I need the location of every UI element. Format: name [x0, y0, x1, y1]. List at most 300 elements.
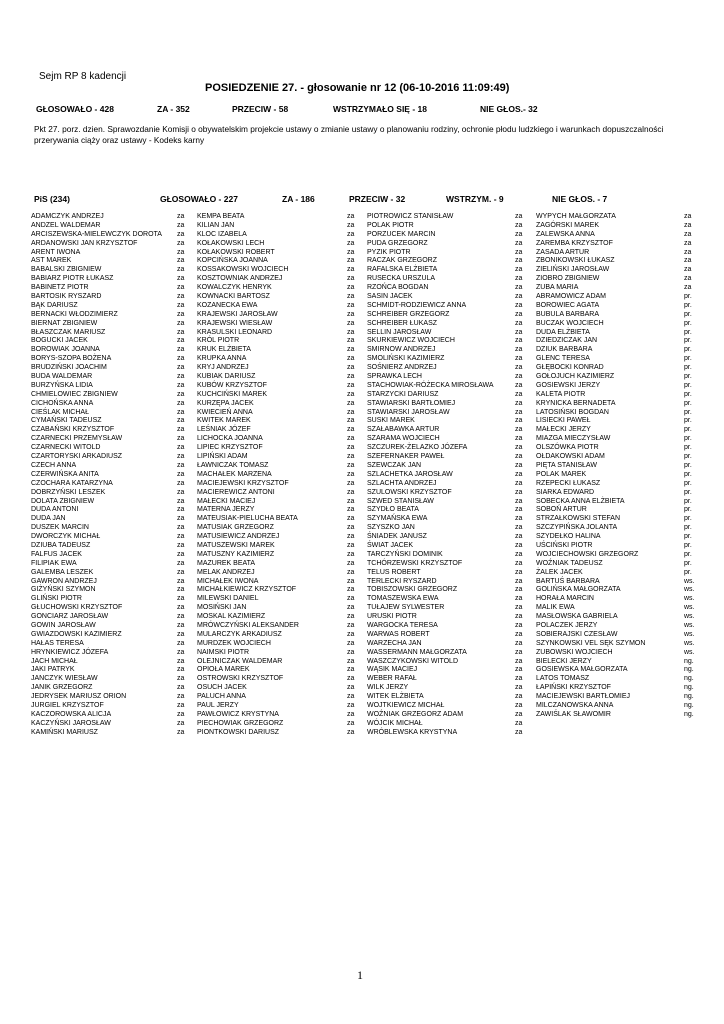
vote-value: za: [347, 444, 355, 452]
deputy-name: RACZAK GRZEGORZ: [367, 257, 438, 265]
vote-value: za: [347, 586, 355, 594]
vote-value: za: [347, 248, 355, 256]
deputy-name: SOŚNIERZ ANDRZEJ: [367, 364, 437, 372]
deputy-name: SZULOWSKI KRZYSZTOF: [367, 488, 452, 496]
vote-value: ws.: [684, 604, 695, 612]
deputy-name: SZYDEŁKO HALINA: [536, 533, 601, 541]
deputy-name: TUŁAJEW SYLWESTER: [367, 604, 445, 612]
vote-value: za: [347, 284, 355, 292]
vote-value: ws.: [684, 586, 695, 594]
vote-value: za: [177, 533, 185, 541]
vote-value: za: [347, 639, 355, 647]
deputy-name: GLIŃSKI PIOTR: [31, 595, 82, 603]
deputy-name: LATOSIŃSKI BOGDAN: [536, 408, 609, 416]
vote-value: za: [515, 568, 523, 576]
vote-value: za: [347, 435, 355, 443]
deputy-name: FALFUS JACEK: [31, 550, 82, 558]
deputy-name: PAWŁOWICZ KRYSTYNA: [197, 710, 279, 718]
vote-value: za: [515, 719, 523, 727]
vote-value: za: [515, 666, 523, 674]
vote-value: za: [347, 319, 355, 327]
vote-value: za: [515, 390, 523, 398]
vote-value: za: [177, 595, 185, 603]
deputy-name: KILIAN JAN: [197, 221, 235, 229]
vote-value: za: [347, 710, 355, 718]
deputy-name: OPIOŁA MAREK: [197, 666, 250, 674]
summary-voted: GŁOSOWAŁO - 428: [36, 104, 114, 114]
deputy-name: KOWNACKI BARTOSZ: [197, 293, 270, 301]
deputy-name: ABRAMOWICZ ADAM: [536, 293, 607, 301]
deputy-name: GOWIN JAROSŁAW: [31, 621, 96, 629]
deputy-name: GONCIARZ JAROSŁAW: [31, 613, 109, 621]
vote-value: za: [177, 346, 185, 354]
deputy-name: MACIEREWICZ ANTONI: [197, 488, 275, 496]
vote-value: za: [684, 230, 692, 238]
vote-value: za: [177, 719, 185, 727]
deputy-name: SCHMIDT-RODZIEWICZ ANNA: [367, 301, 467, 309]
deputy-name: BOROWIEC AGATA: [536, 301, 600, 309]
vote-value: pr.: [684, 328, 692, 336]
deputy-name: WRÓBLEWSKA KRYSTYNA: [367, 728, 458, 736]
vote-value: za: [347, 453, 355, 461]
vote-value: za: [515, 346, 523, 354]
vote-value: za: [515, 559, 523, 567]
vote-value: za: [177, 684, 185, 692]
deputy-name: HRYNKIEWICZ JÓZEFA: [31, 648, 109, 656]
deputy-name: MIAZGA MIECZYSŁAW: [536, 435, 611, 443]
deputy-name: BŁASZCZAK MARIUSZ: [31, 328, 106, 336]
vote-value: za: [347, 524, 355, 532]
vote-value: pr.: [684, 337, 692, 345]
deputy-name: RUSECKA URSZULA: [367, 275, 436, 283]
deputy-name: KRUK ELŻBIETA: [197, 346, 251, 354]
vote-value: pr.: [684, 399, 692, 407]
deputy-name: BERNACKI WŁODZIMIERZ: [31, 310, 118, 318]
vote-value: za: [684, 239, 692, 247]
vote-value: za: [515, 497, 523, 505]
deputy-name: SZCZUREK-ŻELAZKO JÓZEFA: [367, 444, 468, 452]
deputy-name: GOSIEWSKA MAŁGORZATA: [536, 666, 628, 674]
vote-value: za: [515, 595, 523, 603]
deputy-name: URUSKI PIOTR: [367, 613, 417, 621]
deputy-name: MATUSIEWICZ ANDRZEJ: [197, 533, 280, 541]
vote-value: pr.: [684, 541, 692, 549]
vote-value: ws.: [684, 595, 695, 603]
vote-value: pr.: [684, 568, 692, 576]
vote-value: za: [515, 630, 523, 638]
deputy-name: KRAJEWSKI JAROSŁAW: [197, 310, 278, 318]
vote-value: za: [177, 675, 185, 683]
vote-value: ng.: [684, 666, 694, 674]
vote-value: za: [347, 675, 355, 683]
vote-value: za: [515, 613, 523, 621]
vote-value: za: [515, 693, 523, 701]
deputy-name: TARCZYŃSKI DOMINIK: [367, 550, 443, 558]
deputy-name: MICHAŁEK IWONA: [197, 577, 259, 585]
vote-value: za: [347, 648, 355, 656]
deputy-name: SZLACHETKA JAROSŁAW: [367, 470, 453, 478]
vote-value: za: [177, 568, 185, 576]
deputy-name: GOLIŃSKA MAŁGORZATA: [536, 586, 621, 594]
vote-value: za: [515, 355, 523, 363]
deputy-name: KUBÓW KRZYSZTOF: [197, 381, 267, 389]
vote-value: za: [177, 524, 185, 532]
vote-value: pr.: [684, 381, 692, 389]
vote-value: za: [515, 657, 523, 665]
deputy-name: DWORCZYK MICHAŁ: [31, 533, 101, 541]
deputy-name: SKURKIEWICZ WOJCIECH: [367, 337, 455, 345]
vote-value: pr.: [684, 435, 692, 443]
deputy-name: JACH MICHAŁ: [31, 657, 78, 665]
vote-value: za: [177, 319, 185, 327]
vote-value: za: [515, 728, 523, 736]
deputy-name: ARDANOWSKI JAN KRZYSZTOF: [31, 239, 138, 247]
vote-value: za: [177, 666, 185, 674]
deputy-name: PIOTROWICZ STANISŁAW: [367, 213, 454, 220]
deputy-name: KALETA PIOTR: [536, 390, 586, 398]
deputy-name: MELAK ANDRZEJ: [197, 568, 255, 576]
deputy-name: TOBISZOWSKI GRZEGORZ: [367, 586, 458, 594]
deputy-name: KRÓL PIOTR: [197, 337, 240, 345]
deputy-name: MOSKAL KAZIMIERZ: [197, 613, 266, 621]
vote-value: pr.: [684, 479, 692, 487]
deputy-name: CZARNECKI PRZEMYSŁAW: [31, 435, 123, 443]
vote-value: za: [177, 613, 185, 621]
vote-value: za: [515, 541, 523, 549]
deputy-name: MACHAŁEK MARZENA: [197, 470, 272, 478]
deputy-name: WARZECHA JAN: [367, 639, 422, 647]
page-title: POSIEDZENIE 27. - głosowanie nr 12 (06-10-2016 11:09:49): [205, 82, 510, 94]
vote-value: za: [347, 373, 355, 381]
vote-value: ws.: [684, 648, 695, 656]
deputy-name: LISIECKI PAWEŁ: [536, 417, 591, 425]
deputy-name: CZERWIŃSKA ANITA: [31, 470, 99, 478]
deputy-name: DUDA JAN: [31, 515, 66, 523]
vote-value: za: [515, 284, 523, 292]
deputy-name: PYZIK PIOTR: [367, 248, 411, 256]
deputy-name: RZOŃCA BOGDAN: [367, 284, 429, 292]
vote-value: za: [515, 266, 523, 274]
vote-value: za: [177, 230, 185, 238]
vote-value: ng.: [684, 693, 694, 701]
deputy-name: CICHOŃSKA ANNA: [31, 399, 94, 407]
deputy-name: LIPIŃSKI ADAM: [197, 453, 248, 461]
vote-value: ng.: [684, 675, 694, 683]
deputy-name: TOMASZEWSKA EWA: [367, 595, 439, 603]
deputy-name: GALEMBA LESZEK: [31, 568, 94, 576]
deputy-name: KUBIAK DARIUSZ: [197, 373, 256, 381]
vote-value: za: [515, 213, 523, 220]
deputy-name: WASZCZYKOWSKI WITOLD: [367, 657, 459, 665]
vote-value: ng.: [684, 657, 694, 665]
deputy-name: PORZUCEK MARCIN: [367, 230, 436, 238]
deputy-name: MULARCZYK ARKADIUSZ: [197, 630, 282, 638]
deputy-name: MURDZEK WOJCIECH: [197, 639, 271, 647]
deputy-name: ZBONIKOWSKI ŁUKASZ: [536, 257, 615, 265]
vote-value: pr.: [684, 301, 692, 309]
vote-value: pr.: [684, 364, 692, 372]
deputy-name: MILCZANOWSKA ANNA: [536, 701, 614, 709]
deputy-name: BABIARZ PIOTR ŁUKASZ: [31, 275, 114, 283]
deputy-name: PUDA GRZEGORZ: [367, 239, 428, 247]
vote-value: za: [347, 630, 355, 638]
deputy-name: KRASULSKI LEONARD: [197, 328, 273, 336]
vote-value: za: [347, 310, 355, 318]
deputy-name: GŁĘBOCKI KONRAD: [536, 364, 604, 372]
vote-value: za: [684, 266, 692, 274]
deputy-name: WARWAS ROBERT: [367, 630, 430, 638]
deputy-name: BUDA WALDEMAR: [31, 373, 93, 381]
deputy-name: SCHREIBER GRZEGORZ: [367, 310, 450, 318]
vote-value: za: [515, 417, 523, 425]
vote-value: za: [347, 657, 355, 665]
vote-value: za: [347, 470, 355, 478]
vote-value: za: [177, 364, 185, 372]
vote-value: za: [515, 533, 523, 541]
deputy-name: MATERNA JERZY: [197, 506, 255, 514]
deputy-name: WOJTKIEWICZ MICHAŁ: [367, 701, 445, 709]
vote-value: za: [177, 657, 185, 665]
deputy-name: ZAGÓRSKI MAREK: [536, 221, 600, 229]
club-za: ZA - 186: [282, 194, 315, 204]
vote-value: za: [515, 470, 523, 478]
vote-value: za: [347, 693, 355, 701]
deputy-name: TELUS ROBERT: [367, 568, 421, 576]
vote-value: ws.: [684, 577, 695, 585]
vote-value: pr.: [684, 373, 692, 381]
vote-value: pr.: [684, 515, 692, 523]
deputy-name: CZABAŃSKI KRZYSZTOF: [31, 426, 115, 434]
vote-value: za: [515, 435, 523, 443]
deputy-name: CYMAŃSKI TADEUSZ: [31, 417, 102, 425]
vote-value: za: [347, 426, 355, 434]
deputy-name: GLENC TERESA: [536, 355, 590, 363]
vote-value: za: [347, 293, 355, 301]
vote-value: za: [515, 506, 523, 514]
summary-nie-glos: NIE GŁOS.- 32: [480, 104, 538, 114]
vote-value: za: [515, 453, 523, 461]
deputy-name: KUCHCIŃSKI MAREK: [197, 390, 268, 398]
deputy-name: WÓJCIK MICHAŁ: [367, 719, 423, 727]
deputy-name: KOPCIŃSKA JOANNA: [197, 257, 268, 265]
deputy-name: BIERNAT ZBIGNIEW: [31, 319, 98, 327]
deputy-name: SZYSZKO JAN: [367, 524, 415, 532]
vote-value: za: [347, 266, 355, 274]
deputy-name: KRAJEWSKI WIESŁAW: [197, 319, 273, 327]
vote-value: ws.: [684, 639, 695, 647]
deputy-name: BUCZAK WOJCIECH: [536, 319, 604, 327]
vote-value: za: [177, 390, 185, 398]
deputy-name: SZAŁABAWKA ARTUR: [367, 426, 440, 434]
deputy-name: TCHÓRZEWSKI KRZYSZTOF: [367, 559, 463, 567]
vote-value: za: [515, 257, 523, 265]
deputy-name: KRYNICKA BERNADETA: [536, 399, 616, 407]
deputy-name: KACZYŃSKI JAROSŁAW: [31, 719, 111, 727]
vote-value: za: [515, 364, 523, 372]
deputy-name: STAWIARSKI JAROSŁAW: [367, 408, 450, 416]
deputy-name: ŻALEK JACEK: [536, 568, 583, 576]
vote-value: pr.: [684, 310, 692, 318]
vote-value: pr.: [684, 426, 692, 434]
vote-value: za: [347, 221, 355, 229]
deputy-name: ŚNIADEK JANUSZ: [367, 533, 427, 541]
vote-value: za: [515, 399, 523, 407]
deputy-name: STACHOWIAK-RÓŻECKA MIROSŁAWA: [367, 381, 494, 389]
vote-value: za: [347, 355, 355, 363]
deputy-name: FILIPIAK EWA: [31, 559, 77, 567]
deputy-name: WOŹNIAK TADEUSZ: [536, 559, 603, 567]
vote-value: za: [347, 381, 355, 389]
deputy-name: HAŁAS TERESA: [31, 639, 84, 647]
deputy-name: KURZĘPA JACEK: [197, 399, 254, 407]
deputy-name: LATOS TOMASZ: [536, 675, 590, 683]
deputy-name: KWIECIEŃ ANNA: [197, 408, 253, 416]
vote-value: za: [177, 373, 185, 381]
vote-value: za: [347, 533, 355, 541]
vote-value: za: [177, 479, 185, 487]
vote-value: pr.: [684, 355, 692, 363]
deputy-name: OŁDAKOWSKI ADAM: [536, 453, 605, 461]
vote-value: za: [347, 701, 355, 709]
vote-value: za: [684, 275, 692, 283]
vote-value: za: [515, 381, 523, 389]
vote-value: ws.: [684, 630, 695, 638]
vote-value: za: [515, 426, 523, 434]
vote-value: za: [515, 239, 523, 247]
vote-value: za: [177, 701, 185, 709]
deputy-name: KWITEK MAREK: [197, 417, 251, 425]
vote-value: za: [347, 461, 355, 469]
vote-value: za: [515, 461, 523, 469]
deputy-name: KOŁAKOWSKI ROBERT: [197, 248, 275, 256]
vote-value: za: [177, 453, 185, 461]
deputy-name: STAWIARSKI BARTŁOMIEJ: [367, 399, 456, 407]
deputy-name: GŁUCHOWSKI KRZYSZTOF: [31, 604, 123, 612]
deputy-name: BRUDZIŃSKI JOACHIM: [31, 364, 107, 372]
deputy-name: MATUSIAK GRZEGORZ: [197, 524, 274, 532]
vote-value: za: [177, 586, 185, 594]
vote-value: za: [515, 586, 523, 594]
vote-value: za: [515, 604, 523, 612]
deputy-name: POLAK PIOTR: [367, 221, 414, 229]
deputy-name: JANCZYK WIESŁAW: [31, 675, 98, 683]
deputy-name: KOSZTOWNIAK ANDRZEJ: [197, 275, 283, 283]
deputy-name: MAZUREK BEATA: [197, 559, 256, 567]
vote-value: za: [515, 621, 523, 629]
deputy-name: ZAWIŚLAK SŁAWOMIR: [536, 710, 611, 718]
deputy-name: SZYMAŃSKA EWA: [367, 515, 428, 523]
vote-value: za: [177, 559, 185, 567]
deputy-name: HORAŁA MARCIN: [536, 595, 594, 603]
summary-wstrzymalo: WSTRZYMAŁO SIĘ - 18: [333, 104, 427, 114]
deputy-name: ŚWIAT JACEK: [367, 541, 414, 549]
deputy-name: BURZYŃSKA LIDIA: [31, 381, 93, 389]
deputy-name: KOWALCZYK HENRYK: [197, 284, 272, 292]
deputy-name: PIECHOWIAK GRZEGORZ: [197, 719, 284, 727]
vote-value: za: [347, 239, 355, 247]
deputy-name: GOŁOJUCH KAZIMIERZ: [536, 373, 615, 381]
deputy-name: SASIN JACEK: [367, 293, 413, 301]
deputy-name: ANDZEL WALDEMAR: [31, 221, 101, 229]
vote-value: za: [347, 666, 355, 674]
vote-value: za: [177, 239, 185, 247]
deputy-name: DZIUBA TADEUSZ: [31, 541, 91, 549]
vote-value: pr.: [684, 470, 692, 478]
vote-value: za: [347, 506, 355, 514]
deputy-name: WOJCIECHOWSKI GRZEGORZ: [536, 550, 639, 558]
deputy-name: MILEWSKI DANIEL: [197, 595, 259, 603]
vote-value: za: [684, 257, 692, 265]
vote-value: pr.: [684, 408, 692, 416]
vote-value: za: [347, 417, 355, 425]
deputy-name: MATEUSIAK-PIELUCHA BEATA: [197, 515, 298, 523]
deputy-name: ZIOBRO ZBIGNIEW: [536, 275, 600, 283]
deputy-name: KEMPA BEATA: [197, 213, 245, 220]
deputy-name: MAŁECKI JERZY: [536, 426, 591, 434]
deputy-name: SOBOŃ ARTUR: [536, 506, 587, 514]
vote-value: za: [347, 613, 355, 621]
vote-value: za: [177, 550, 185, 558]
vote-value: za: [347, 568, 355, 576]
deputy-name: DUDA ELŻBIETA: [536, 328, 590, 336]
vote-value: za: [347, 541, 355, 549]
vote-value: za: [515, 408, 523, 416]
deputy-name: ARCISZEWSKA-MIELEWCZYK DOROTA: [31, 230, 162, 238]
vote-value: za: [684, 284, 692, 292]
club-wstrzym: WSTRZYM. - 9: [446, 194, 504, 204]
deputy-name: MOSIŃSKI JAN: [197, 604, 247, 612]
vote-value: za: [177, 310, 185, 318]
deputy-name: BOROWIAK JOANNA: [31, 346, 100, 354]
vote-value: za: [347, 337, 355, 345]
vote-value: za: [177, 355, 185, 363]
vote-value: za: [515, 515, 523, 523]
vote-value: za: [515, 293, 523, 301]
vote-value: za: [515, 710, 523, 718]
vote-value: pr.: [684, 559, 692, 567]
deputy-name: KLOC IZABELA: [197, 230, 247, 238]
vote-value: za: [515, 337, 523, 345]
deputy-name: SZARAMA WOJCIECH: [367, 435, 440, 443]
deputy-name: MAŁECKI MACIEJ: [197, 497, 256, 505]
deputy-name: MASŁOWSKA GABRIELA: [536, 613, 618, 621]
deputy-name: SZYDŁO BEATA: [367, 506, 419, 514]
deputy-name: GOSIEWSKI JERZY: [536, 381, 601, 389]
deputy-name: CZARNECKI WITOLD: [31, 444, 101, 452]
vote-value: za: [515, 221, 523, 229]
deputy-name: JANIK GRZEGORZ: [31, 684, 93, 692]
vote-value: za: [177, 630, 185, 638]
deputy-name: CZOCHARA KATARZYNA: [31, 479, 113, 487]
vote-value: za: [347, 364, 355, 372]
vote-value: pr.: [684, 533, 692, 541]
deputy-name: PAUL JERZY: [197, 701, 239, 709]
vote-value: za: [177, 417, 185, 425]
vote-value: za: [347, 257, 355, 265]
vote-value: pr.: [684, 524, 692, 532]
club-name: PiS (234): [34, 194, 70, 204]
vote-value: za: [177, 293, 185, 301]
vote-value: za: [347, 684, 355, 692]
deputy-name: ADAMCZYK ANDRZEJ: [31, 213, 104, 220]
vote-value: pr.: [684, 319, 692, 327]
vote-value: za: [684, 248, 692, 256]
deputy-name: CZARTORYSKI ARKADIUSZ: [31, 453, 123, 461]
deputy-name: WARGOCKA TERESA: [367, 621, 438, 629]
deputy-name: LEŚNIAK JÓZEF: [197, 426, 251, 434]
vote-value: ws.: [684, 613, 695, 621]
deputy-name: STRZAŁKOWSKI STEFAN: [536, 515, 621, 523]
